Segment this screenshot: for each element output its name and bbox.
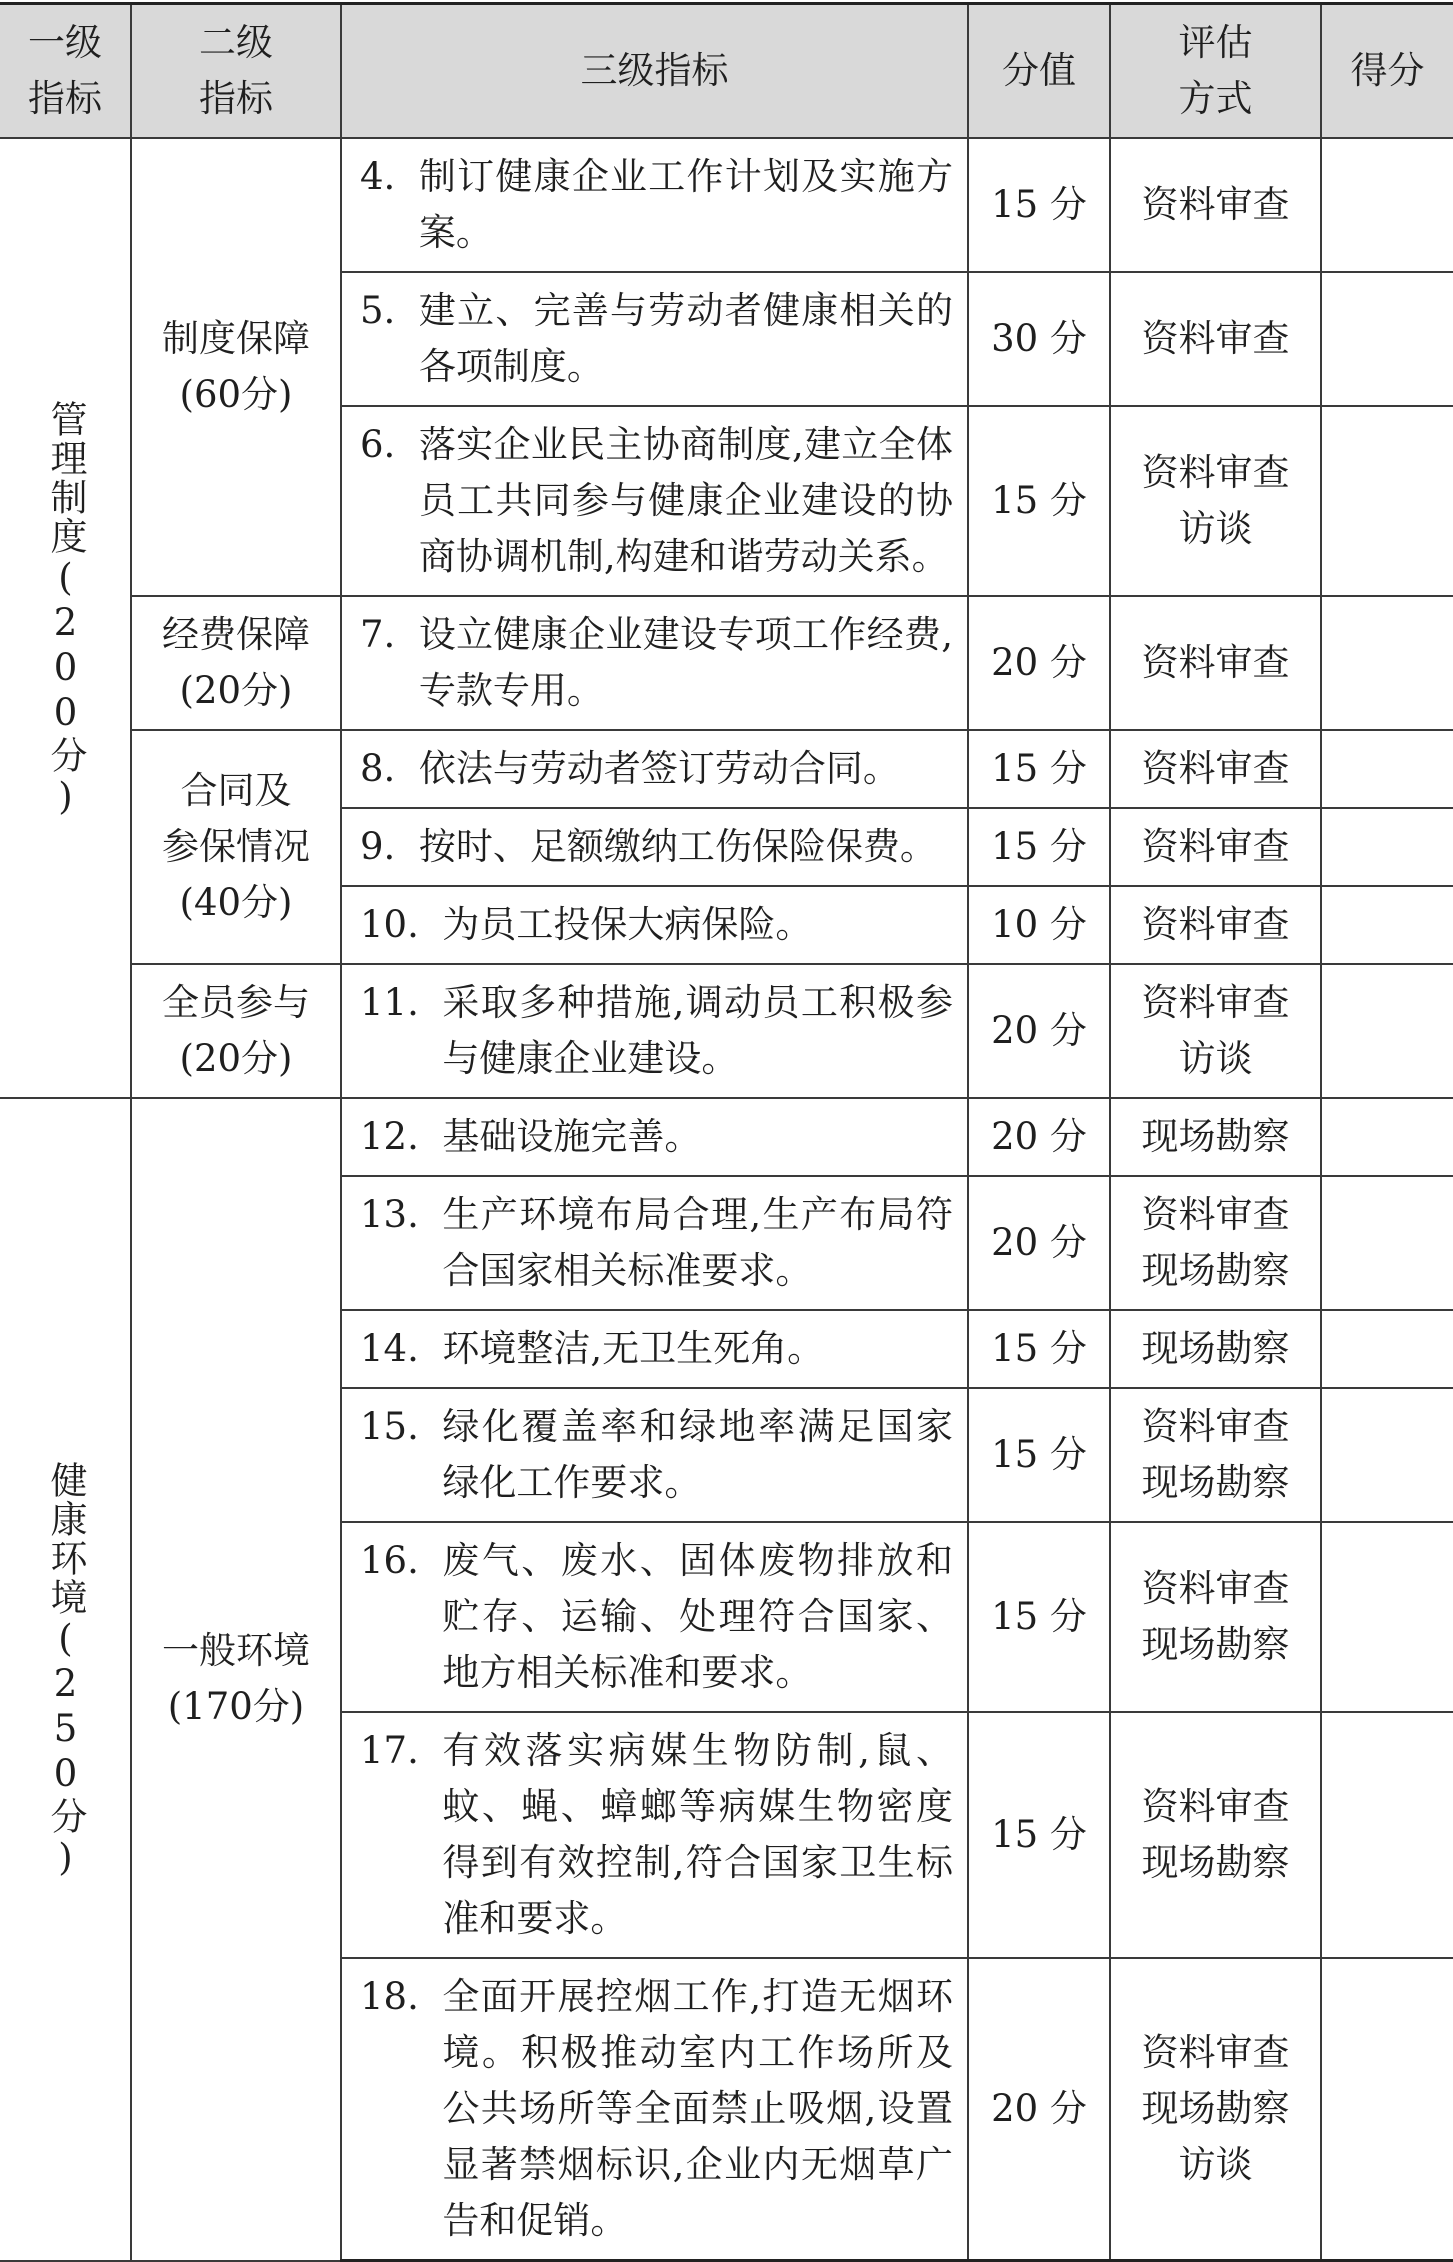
method-cell: 资料审查 现场勘察 xyxy=(1110,1712,1321,1958)
subgroup-points: (20分) xyxy=(179,1037,293,1080)
got-cell xyxy=(1321,1176,1453,1310)
indicator-text: 全面开展控烟工作,打造无烟环境。积极推动室内工作场所及公共场所等全面禁止吸烟,设置显著禁烟标识,企业内无烟草广告和促销。 xyxy=(442,1975,953,2242)
indicator-cell xyxy=(341,1176,968,1310)
indicator-text: 环境整洁,无卫生死角。 xyxy=(442,1327,825,1370)
score-cell: 30 分 xyxy=(968,272,1110,406)
got-cell xyxy=(1321,1388,1453,1522)
indicator-content xyxy=(360,1969,953,2249)
subgroup-points: (40分) xyxy=(179,881,293,924)
indicator-text: 为员工投保大病保险。 xyxy=(442,903,813,946)
indicator-content xyxy=(360,975,953,1087)
indicator-text: 按时、足额缴纳工伤保险保费。 xyxy=(418,825,937,868)
table-row xyxy=(0,596,1453,730)
indicator-cell xyxy=(341,1522,968,1712)
score-cell: 10 分 xyxy=(968,886,1110,964)
method-cell: 现场勘察 xyxy=(1110,1310,1321,1388)
indicator-text: 基础设施完善。 xyxy=(442,1115,702,1158)
indicator-number: 12. xyxy=(360,1115,419,1158)
table-row xyxy=(0,964,1453,1098)
method-cell: 资料审查 现场勘察 xyxy=(1110,1388,1321,1522)
method-cell: 资料审查 现场勘察 xyxy=(1110,1176,1321,1310)
got-cell xyxy=(1321,1712,1453,1958)
indicator-content xyxy=(360,1399,953,1511)
got-cell xyxy=(1321,730,1453,808)
header-level3: 三级指标 xyxy=(341,4,968,139)
subgroup-cell xyxy=(131,138,341,596)
indicator-text: 依法与劳动者签订劳动合同。 xyxy=(418,747,900,790)
indicator-number: 13. xyxy=(360,1193,419,1236)
score-cell: 15 分 xyxy=(968,1388,1110,1522)
method-cell: 资料审查 访谈 xyxy=(1110,406,1321,596)
indicator-content xyxy=(360,819,953,875)
indicator-content xyxy=(360,1187,953,1299)
indicator-content xyxy=(360,149,953,261)
indicator-gap xyxy=(419,1187,443,1299)
indicator-number: 10. xyxy=(360,903,419,946)
indicator-gap xyxy=(395,607,419,719)
subgroup-points: (60分) xyxy=(179,373,293,416)
header-method: 评估 方式 xyxy=(1110,4,1321,139)
indicator-content xyxy=(360,741,953,797)
method-cell: 现场勘察 xyxy=(1110,1098,1321,1176)
indicator-gap xyxy=(395,819,419,875)
indicator-text: 绿化覆盖率和绿地率满足国家绿化工作要求。 xyxy=(442,1405,953,1504)
score-cell: 20 分 xyxy=(968,1958,1110,2261)
indicator-gap xyxy=(395,283,419,395)
indicator-text: 有效落实病媒生物防制,鼠、蚊、蝇、蟑螂等病媒生物密度得到有效控制,符合国家卫生标准和要求。 xyxy=(442,1729,953,1940)
table-row xyxy=(0,730,1453,808)
indicator-gap xyxy=(419,1109,443,1165)
indicator-number: 14. xyxy=(360,1327,419,1370)
got-cell xyxy=(1321,808,1453,886)
indicator-gap xyxy=(395,417,419,585)
table-row xyxy=(0,138,1453,272)
indicator-text: 设立健康企业建设专项工作经费,专款专用。 xyxy=(418,613,953,712)
indicator-number: 15. xyxy=(360,1405,419,1448)
indicator-cell xyxy=(341,596,968,730)
indicator-content xyxy=(360,417,953,585)
indicator-cell xyxy=(341,808,968,886)
subgroup-label: 经费保障 xyxy=(162,613,310,656)
subgroup-label: 制度保障 xyxy=(162,317,310,360)
indicator-text: 落实企业民主协商制度,建立全体员工共同参与健康企业建设的协商协调机制,构建和谐劳动关系。 xyxy=(418,423,953,578)
indicator-cell xyxy=(341,1712,968,1958)
score-cell: 15 分 xyxy=(968,730,1110,808)
got-cell xyxy=(1321,1522,1453,1712)
got-cell xyxy=(1321,1958,1453,2261)
got-cell xyxy=(1321,138,1453,272)
method-cell: 资料审查 访谈 xyxy=(1110,964,1321,1098)
indicator-content xyxy=(360,1109,953,1165)
header-got: 得分 xyxy=(1321,4,1453,139)
indicator-number: 6. xyxy=(360,423,396,466)
indicator-content xyxy=(360,897,953,953)
subgroup-label: 全员参与 xyxy=(162,981,310,1024)
indicator-number: 4. xyxy=(360,155,396,198)
got-cell xyxy=(1321,886,1453,964)
subgroup-cell xyxy=(131,596,341,730)
indicator-content xyxy=(360,1533,953,1701)
subgroup-cell xyxy=(131,1098,341,2261)
indicator-cell xyxy=(341,138,968,272)
indicator-number: 9. xyxy=(360,825,396,868)
indicator-cell xyxy=(341,886,968,964)
indicator-text: 建立、完善与劳动者健康相关的各项制度。 xyxy=(418,289,953,388)
method-cell: 资料审查 xyxy=(1110,730,1321,808)
score-cell: 15 分 xyxy=(968,1522,1110,1712)
group-cell xyxy=(0,138,131,1098)
indicator-content xyxy=(360,607,953,719)
method-cell: 资料审查 xyxy=(1110,596,1321,730)
subgroup-label: 合同及 参保情况 xyxy=(162,769,310,868)
indicator-number: 16. xyxy=(360,1539,419,1582)
indicator-number: 5. xyxy=(360,289,396,332)
method-cell: 资料审查 xyxy=(1110,272,1321,406)
indicator-cell xyxy=(341,730,968,808)
indicator-text: 制订健康企业工作计划及实施方案。 xyxy=(418,155,953,254)
got-cell xyxy=(1321,406,1453,596)
evaluation-table xyxy=(0,2,1453,2262)
group-cell xyxy=(0,1098,131,2261)
indicator-text: 生产环境布局合理,生产布局符合国家相关标准要求。 xyxy=(442,1193,953,1292)
indicator-cell xyxy=(341,406,968,596)
subgroup-points: (20分) xyxy=(179,669,293,712)
indicator-cell xyxy=(341,964,968,1098)
indicator-number: 8. xyxy=(360,747,396,790)
subgroup-cell xyxy=(131,730,341,964)
score-cell: 15 分 xyxy=(968,138,1110,272)
group-label: 健康环境(250分) xyxy=(44,1461,87,1882)
indicator-text: 采取多种措施,调动员工积极参与健康企业建设。 xyxy=(442,981,953,1080)
indicator-number: 17. xyxy=(360,1729,419,1772)
subgroup-points: (170分) xyxy=(167,1685,305,1729)
score-cell: 20 分 xyxy=(968,1176,1110,1310)
indicator-gap xyxy=(395,741,419,797)
indicator-gap xyxy=(419,1533,443,1701)
got-cell xyxy=(1321,596,1453,730)
table-header-row xyxy=(0,4,1453,139)
subgroup-cell xyxy=(131,964,341,1098)
group-label: 管理制度(200分) xyxy=(44,400,87,820)
indicator-gap xyxy=(419,1969,443,2249)
indicator-number: 7. xyxy=(360,613,396,656)
indicator-cell xyxy=(341,1310,968,1388)
method-cell: 资料审查 现场勘察 访谈 xyxy=(1110,1958,1321,2261)
method-cell: 资料审查 xyxy=(1110,808,1321,886)
indicator-cell xyxy=(341,1388,968,1522)
got-cell xyxy=(1321,1310,1453,1388)
score-cell: 15 分 xyxy=(968,1712,1110,1958)
got-cell xyxy=(1321,272,1453,406)
method-cell: 资料审查 现场勘察 xyxy=(1110,1522,1321,1712)
indicator-text: 废气、废水、固体废物排放和贮存、运输、处理符合国家、地方相关标准和要求。 xyxy=(442,1539,953,1694)
got-cell xyxy=(1321,964,1453,1098)
indicator-gap xyxy=(395,149,419,261)
method-cell: 资料审查 xyxy=(1110,138,1321,272)
indicator-number: 18. xyxy=(360,1975,419,2018)
got-cell xyxy=(1321,1098,1453,1176)
score-cell: 20 分 xyxy=(968,596,1110,730)
indicator-cell xyxy=(341,272,968,406)
indicator-cell xyxy=(341,1958,968,2261)
table-row xyxy=(0,1098,1453,1176)
subgroup-label: 一般环境 xyxy=(162,1629,310,1673)
indicator-content xyxy=(360,1723,953,1947)
indicator-number: 11. xyxy=(360,981,419,1024)
score-cell: 20 分 xyxy=(968,964,1110,1098)
score-cell: 15 分 xyxy=(968,808,1110,886)
header-score: 分值 xyxy=(968,4,1110,139)
indicator-content xyxy=(360,283,953,395)
header-level1: 一级 指标 xyxy=(0,4,131,139)
score-cell: 15 分 xyxy=(968,406,1110,596)
indicator-gap xyxy=(419,1321,443,1377)
score-cell: 20 分 xyxy=(968,1098,1110,1176)
indicator-gap xyxy=(419,897,443,953)
indicator-gap xyxy=(419,1399,443,1511)
indicator-cell xyxy=(341,1098,968,1176)
method-cell: 资料审查 xyxy=(1110,886,1321,964)
indicator-gap xyxy=(419,975,443,1087)
header-level2: 二级 指标 xyxy=(131,4,341,139)
score-cell: 15 分 xyxy=(968,1310,1110,1388)
indicator-gap xyxy=(419,1723,443,1947)
indicator-content xyxy=(360,1321,953,1377)
